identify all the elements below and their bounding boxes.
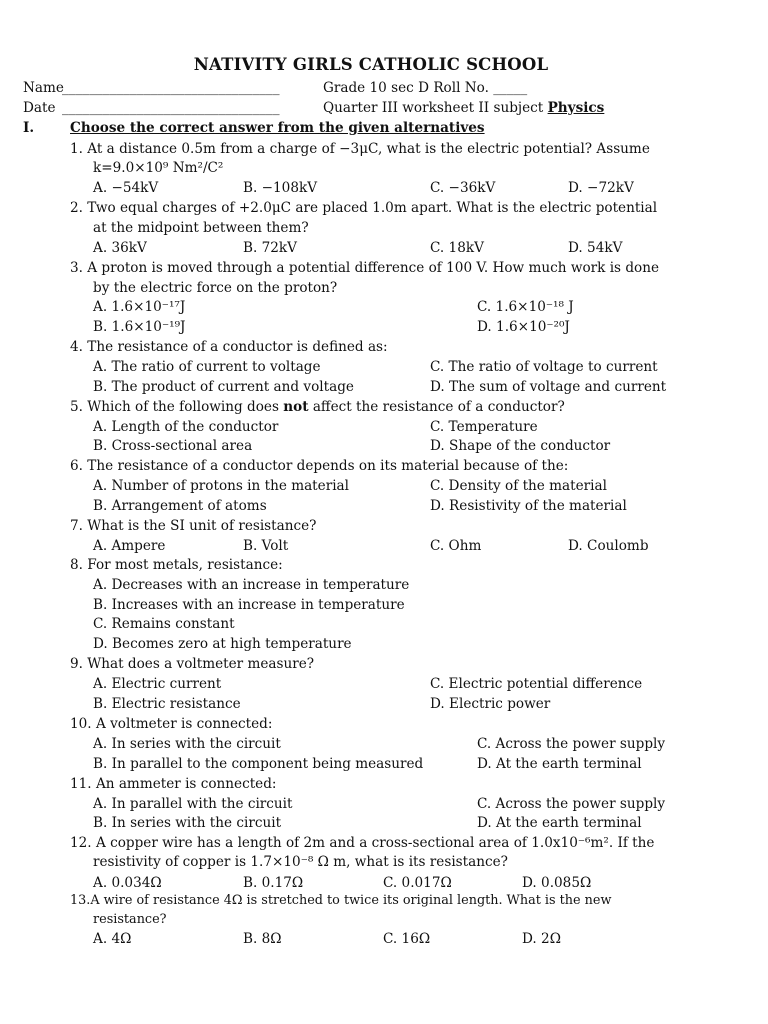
- q2-option-d: D. 54kV: [568, 240, 623, 256]
- q8-option-b: B. Increases with an increase in temperature: [93, 597, 405, 613]
- q9-option-c: C. Electric potential difference: [430, 676, 643, 692]
- question-5-text: [70, 398, 565, 416]
- q11-option-a: A. In parallel with the circuit: [93, 796, 293, 812]
- question-10-text: 10. A voltmeter is connected:: [70, 716, 273, 732]
- question-9-text: 9. What does a voltmeter measure?: [70, 656, 315, 672]
- q2-option-a: A. 36kV: [93, 240, 147, 256]
- q12-option-d: D. 0.085Ω: [522, 875, 592, 891]
- q1-option-a: A. −54kV: [93, 180, 159, 196]
- q10-option-b: B. In parallel to the component being measured: [93, 756, 424, 772]
- q8-option-d: D. Becomes zero at high temperature: [93, 636, 352, 652]
- q6-option-c: C. Density of the material: [430, 478, 607, 494]
- subject-name: Physics: [547, 100, 605, 116]
- question-2-text: 2. Two equal charges of +2.0μC are placed 1.0m apart. What is the electric potential: [70, 200, 658, 216]
- q13-option-a: A. 4Ω: [93, 931, 132, 947]
- name-label: Name: [23, 80, 64, 96]
- question-1-text: 1. At a distance 0.5m from a charge of −3μC, what is the electric potential? Assume: [70, 141, 650, 157]
- q9-option-d: D. Electric power: [430, 696, 551, 712]
- q8-option-a: A. Decreases with an increase in temperature: [93, 577, 410, 593]
- q5-option-a: A. Length of the conductor: [93, 419, 279, 435]
- date-label: Date: [23, 100, 56, 116]
- q6-option-d: D. Resistivity of the material: [430, 498, 627, 514]
- q3-option-d: D. 1.6×10⁻²⁰J: [477, 319, 570, 335]
- question-13-cont: resistance?: [93, 912, 167, 927]
- q12-option-a: A. 0.034Ω: [93, 875, 162, 891]
- q13-option-c: C. 16Ω: [383, 931, 431, 947]
- q8-option-c: C. Remains constant: [93, 616, 235, 632]
- q11-option-b: B. In series with the circuit: [93, 815, 282, 831]
- question-3-cont: by the electric force on the proton?: [93, 280, 338, 296]
- section-title: Choose the correct answer from the given alternatives: [70, 120, 485, 136]
- section-number: I.: [23, 120, 35, 136]
- question-4-text: 4. The resistance of a conductor is defined as:: [70, 339, 388, 355]
- q7-option-a: A. Ampere: [93, 538, 166, 554]
- q5-text-pre: 5. Which of the following does: [70, 399, 284, 415]
- grade-roll-text: Grade 10 sec D Roll No. _____: [323, 80, 528, 96]
- q1-option-d: D. −72kV: [568, 180, 634, 196]
- question-12-cont: resistivity of copper is 1.7×10⁻⁸ Ω m, what is its resistance?: [93, 854, 508, 870]
- q12-option-c: C. 0.017Ω: [383, 875, 452, 891]
- question-13-text: 13.A wire of resistance 4Ω is stretched to twice its original length. What is the new: [70, 893, 612, 908]
- q9-option-b: B. Electric resistance: [93, 696, 241, 712]
- q11-option-c: C. Across the power supply: [477, 796, 666, 812]
- question-7-text: 7. What is the SI unit of resistance?: [70, 518, 317, 534]
- q4-option-c: C. The ratio of voltage to current: [430, 359, 658, 375]
- q6-option-b: B. Arrangement of atoms: [93, 498, 267, 514]
- q4-option-b: B. The product of current and voltage: [93, 379, 354, 395]
- q12-option-b: B. 0.17Ω: [243, 875, 304, 891]
- q10-option-c: C. Across the power supply: [477, 736, 666, 752]
- question-3-text: 3. A proton is moved through a potential difference of 100 V. How much work is done: [70, 260, 660, 276]
- q5-text-post: affect the resistance of a conductor?: [308, 399, 565, 415]
- q3-option-b: B. 1.6×10⁻¹⁹J: [93, 319, 186, 335]
- quarter-worksheet-text: [323, 100, 604, 116]
- q4-option-a: A. The ratio of current to voltage: [93, 359, 321, 375]
- quarter-text: Quarter III worksheet II subject: [323, 100, 544, 116]
- date-blank: ________________________________: [62, 100, 280, 116]
- name-blank: ________________________________: [62, 80, 280, 96]
- q4-option-d: D. The sum of voltage and current: [430, 379, 667, 395]
- q5-option-d: D. Shape of the conductor: [430, 438, 611, 454]
- q3-option-a: A. 1.6×10⁻¹⁷J: [93, 299, 186, 315]
- q2-option-b: B. 72kV: [243, 240, 297, 256]
- q5-text-bold: not: [283, 399, 309, 415]
- q1-option-b: B. −108kV: [243, 180, 318, 196]
- q9-option-a: A. Electric current: [93, 676, 222, 692]
- q7-option-b: B. Volt: [243, 538, 289, 554]
- q7-option-d: D. Coulomb: [568, 538, 649, 554]
- q10-option-d: D. At the earth terminal: [477, 756, 642, 772]
- q6-option-a: A. Number of protons in the material: [93, 478, 349, 494]
- q1-option-c: C. −36kV: [430, 180, 496, 196]
- q2-option-c: C. 18kV: [430, 240, 484, 256]
- q13-option-d: D. 2Ω: [522, 931, 561, 947]
- question-12-text: 12. A copper wire has a length of 2m and a cross-sectional area of 1.0x10⁻⁶m². If the: [70, 835, 655, 851]
- q7-option-c: C. Ohm: [430, 538, 482, 554]
- school-title: NATIVITY GIRLS CATHOLIC SCHOOL: [193, 55, 549, 74]
- question-2-cont: at the midpoint between them?: [93, 220, 309, 236]
- question-1-cont: k=9.0×10⁹ Nm²/C²: [93, 160, 224, 176]
- q5-option-c: C. Temperature: [430, 419, 538, 435]
- q3-option-c: C. 1.6×10⁻¹⁸ J: [477, 299, 574, 315]
- q5-option-b: B. Cross-sectional area: [93, 438, 253, 454]
- question-8-text: 8. For most metals, resistance:: [70, 557, 283, 573]
- question-6-text: 6. The resistance of a conductor depends on its material because of the:: [70, 458, 569, 474]
- question-11-text: 11. An ammeter is connected:: [70, 776, 277, 792]
- q10-option-a: A. In series with the circuit: [93, 736, 281, 752]
- q11-option-d: D. At the earth terminal: [477, 815, 642, 831]
- q13-option-b: B. 8Ω: [243, 931, 282, 947]
